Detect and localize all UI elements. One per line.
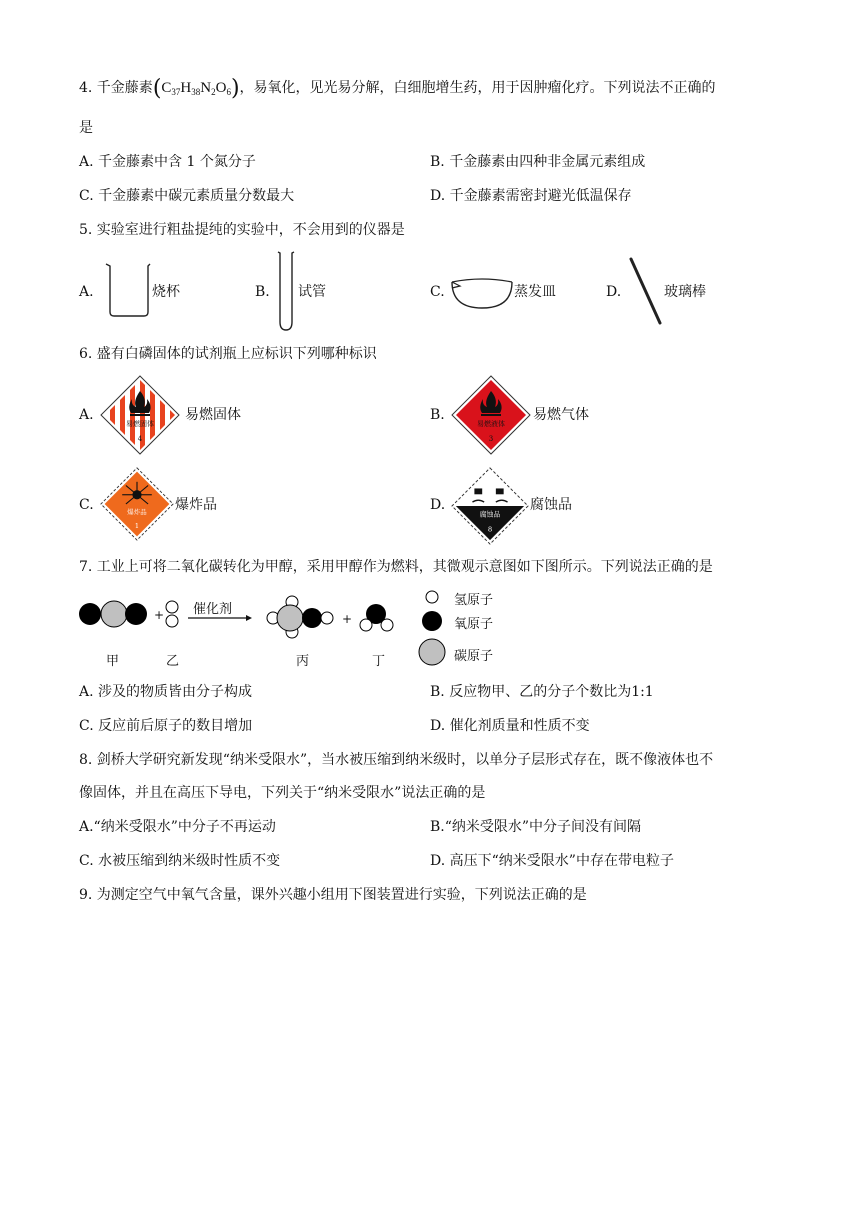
flammable-liquid-sign-icon xyxy=(451,375,531,455)
q5-option-d-letter[interactable]: D. xyxy=(606,284,622,300)
sign-c-text: 爆炸品 xyxy=(127,508,147,517)
q4-option-a[interactable]: A. 千金藤素中含 1 个氮分子 xyxy=(79,154,256,170)
sign-d-text: 腐蚀品 xyxy=(479,510,501,519)
q7-label-ding: 丁 xyxy=(372,654,386,669)
q7-option-b[interactable]: B. 反应物甲、乙的分子个数比为1:1 xyxy=(430,684,654,700)
q5-option-c-letter[interactable]: C. xyxy=(430,284,445,300)
legend-hydrogen: 氢原子 xyxy=(454,593,494,608)
glass-rod-icon xyxy=(628,256,664,326)
q7-option-c[interactable]: C. 反应前后原子的数目增加 xyxy=(79,718,253,734)
sign-c-number: 1 xyxy=(134,522,140,531)
q6-option-d-name: 腐蚀品 xyxy=(530,497,572,513)
corrosive-sign-icon xyxy=(451,467,529,545)
q4-stem: 4. 千金藤素$(C_{37}H_{38}N_2O_6)$，易氧化，见光易分解，白细胞增生药，用于因肿瘤化疗。下列说法不正确的 xyxy=(79,76,716,101)
q8-option-a[interactable]: A.“纳米受限水”中分子不再运动 xyxy=(79,819,276,835)
q9-stem: 9. 为测定空气中氧气含量，课外兴趣小组用下图装置进行实验，下列说法正确的是 xyxy=(79,887,587,903)
svg-text:+: + xyxy=(154,608,165,622)
flammable-solid-sign-icon xyxy=(100,375,180,455)
q4-option-d[interactable]: D. 千金藤素需密封避光低温保存 xyxy=(430,188,632,204)
q8-option-b[interactable]: B.“纳米受限水”中分子间没有间隔 xyxy=(430,819,642,835)
test-tube-icon xyxy=(276,250,296,332)
sign-b-number: 3 xyxy=(488,435,494,443)
legend-oxygen: 氧原子 xyxy=(454,617,494,632)
q4-formula: $C_{37}H_{38}N_2O_6$ xyxy=(161,80,231,97)
q6-option-a-letter[interactable]: A. xyxy=(79,407,94,423)
sign-b-text: 易燃液体 xyxy=(477,420,505,428)
q4-prefix: 4. 千金藤素 xyxy=(79,80,153,96)
q6-option-c-letter[interactable]: C. xyxy=(79,497,94,513)
q7-option-d[interactable]: D. 催化剂质量和性质不变 xyxy=(430,718,590,734)
q8-stem-line2: 像固体，并且在高压下导电，下列关于“纳米受限水”说法正确的是 xyxy=(79,785,486,801)
q5-option-d-name: 玻璃棒 xyxy=(664,284,706,300)
q4-stem-cont: 是 xyxy=(79,120,93,136)
q5-option-a-name: 烧杯 xyxy=(152,284,180,300)
q5-option-a-letter[interactable]: A. xyxy=(79,284,94,300)
sign-a-number: 4 xyxy=(137,435,143,443)
q4-option-c[interactable]: C. 千金藤素中碳元素质量分数最大 xyxy=(79,188,295,204)
q6-option-d-letter[interactable]: D. xyxy=(430,497,446,513)
q7-label-jia: 甲 xyxy=(106,654,120,669)
q8-option-d[interactable]: D. 高压下“纳米受限水”中存在带电粒子 xyxy=(430,853,674,869)
atom-legend xyxy=(420,588,450,668)
q7-catalyst-label: 催化剂 xyxy=(193,602,233,617)
q7-label-yi: 乙 xyxy=(166,654,180,669)
reaction-diagram xyxy=(78,588,408,638)
q6-stem: 6. 盛有白磷固体的试剂瓶上应标识下列哪种标识 xyxy=(79,346,377,362)
q4-suffix: ，易氧化，见光易分解，白细胞增生药，用于因肿瘤化疗。下列说法不正确的 xyxy=(239,80,716,96)
q7-stem: 7. 工业上可将二氧化碳转化为甲醇，采用甲醇作为燃料，其微观示意图如下图所示。下列说法正确的是 xyxy=(79,559,713,575)
sign-d-number: 8 xyxy=(487,525,493,534)
legend-carbon: 碳原子 xyxy=(454,649,494,664)
sign-a-text: 易燃固体 xyxy=(126,420,154,428)
q4-option-b[interactable]: B. 千金藤素由四种非金属元素组成 xyxy=(430,154,646,170)
q6-option-c-name: 爆炸品 xyxy=(175,497,217,513)
q5-option-c-name: 蒸发皿 xyxy=(514,284,556,300)
q5-stem: 5. 实验室进行粗盐提纯的实验中，不会用到的仪器是 xyxy=(79,222,405,238)
beaker-icon xyxy=(104,262,152,318)
q7-option-a[interactable]: A. 涉及的物质皆由分子构成 xyxy=(79,684,253,700)
q8-option-c[interactable]: C. 水被压缩到纳米级时性质不变 xyxy=(79,853,281,869)
q6-option-b-name: 易燃气体 xyxy=(533,407,589,423)
q6-option-a-name: 易燃固体 xyxy=(185,407,241,423)
evaporating-dish-icon xyxy=(450,272,514,312)
q7-label-bing: 丙 xyxy=(296,654,310,669)
q5-option-b-name: 试管 xyxy=(298,284,326,300)
q5-option-b-letter[interactable]: B. xyxy=(255,284,270,300)
svg-text:+: + xyxy=(342,612,353,626)
explosive-sign-icon xyxy=(100,467,174,541)
q8-stem-line1: 8. 剑桥大学研究新发现“纳米受限水”，当水被压缩到纳米级时，以单分子层形式存在，既不像液体也不 xyxy=(79,752,714,768)
q6-option-b-letter[interactable]: B. xyxy=(430,407,445,423)
